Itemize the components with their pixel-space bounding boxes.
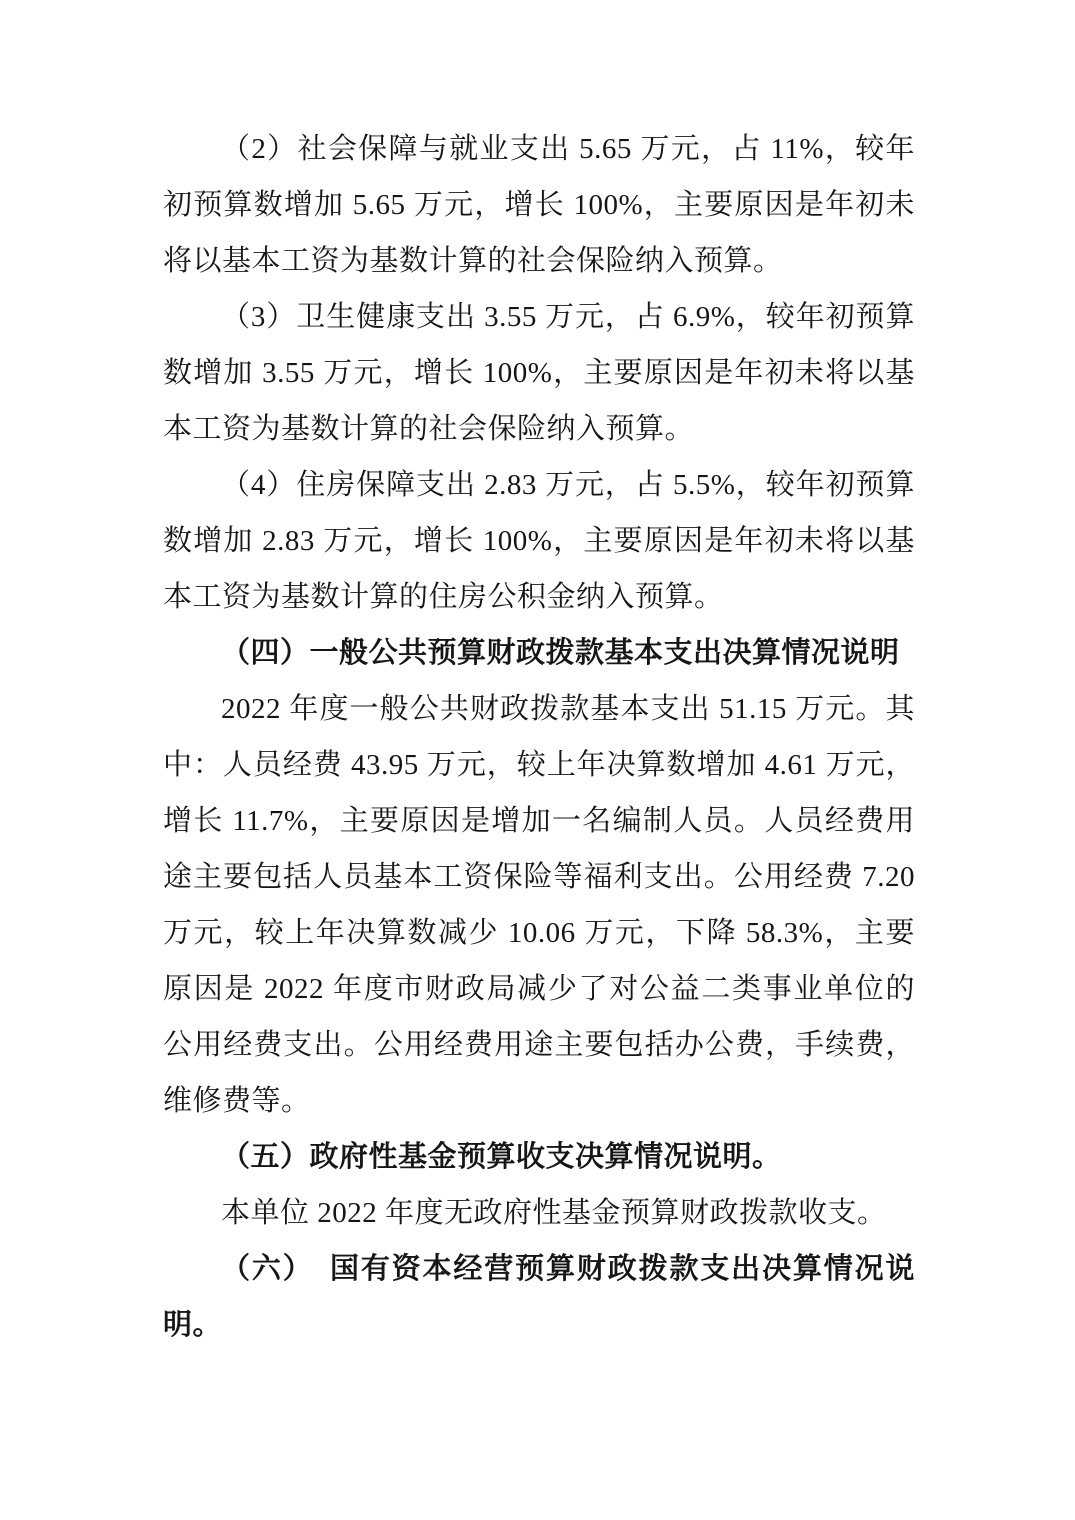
para-no-gov-fund: 本单位 2022 年度无政府性基金预算财政拨款收支。 xyxy=(221,1197,887,1229)
para-social-security-expenditure: （2）社会保障与就业支出 5.65 万元，占 11%，较年初预算数增加 5.65 万元，增长 100%，主要原因是年初未将以基本工资为基数计算的社会保险纳入预算。 xyxy=(163,133,915,277)
para-basic-expenditure-detail: 2022 年度一般公共财政拨款基本支出 51.15 万元。其中：人员经费 43.95 万元，较上年决算数增加 4.61 万元，增长 11.7%，主要原因是增加一名编制人员。人员经费用途主要包括人员基本工资保险等福利支出。公用经费 7.20 万元，较上年决算数减少 10.06 万元，下降 58.3%，主要原因是 2022 年度市财政局减少了对公益二类事业单位的公用经费支出。公用经费用途主要包括办公费，手续费，维修费等。 xyxy=(163,693,915,1117)
document-content xyxy=(163,121,915,1353)
para-health-expenditure: （3）卫生健康支出 3.55 万元，占 6.9%，较年初预算数增加 3.55 万元，增长 100%，主要原因是年初未将以基本工资为基数计算的社会保险纳入预算。 xyxy=(163,301,915,445)
heading-gov-fund-budget: （五）政府性基金预算收支决算情况说明。 xyxy=(221,1141,782,1173)
heading-state-capital-budget: （六） 国有资本经营预算财政拨款支出决算情况说明。 xyxy=(163,1253,915,1341)
heading-general-public-budget-basic-expenditure: （四）一般公共预算财政拨款基本支出决算情况说明 xyxy=(221,637,900,669)
para-housing-expenditure: （4）住房保障支出 2.83 万元，占 5.5%，较年初预算数增加 2.83 万元，增长 100%，主要原因是年初未将以基本工资为基数计算的住房公积金纳入预算。 xyxy=(163,469,915,613)
